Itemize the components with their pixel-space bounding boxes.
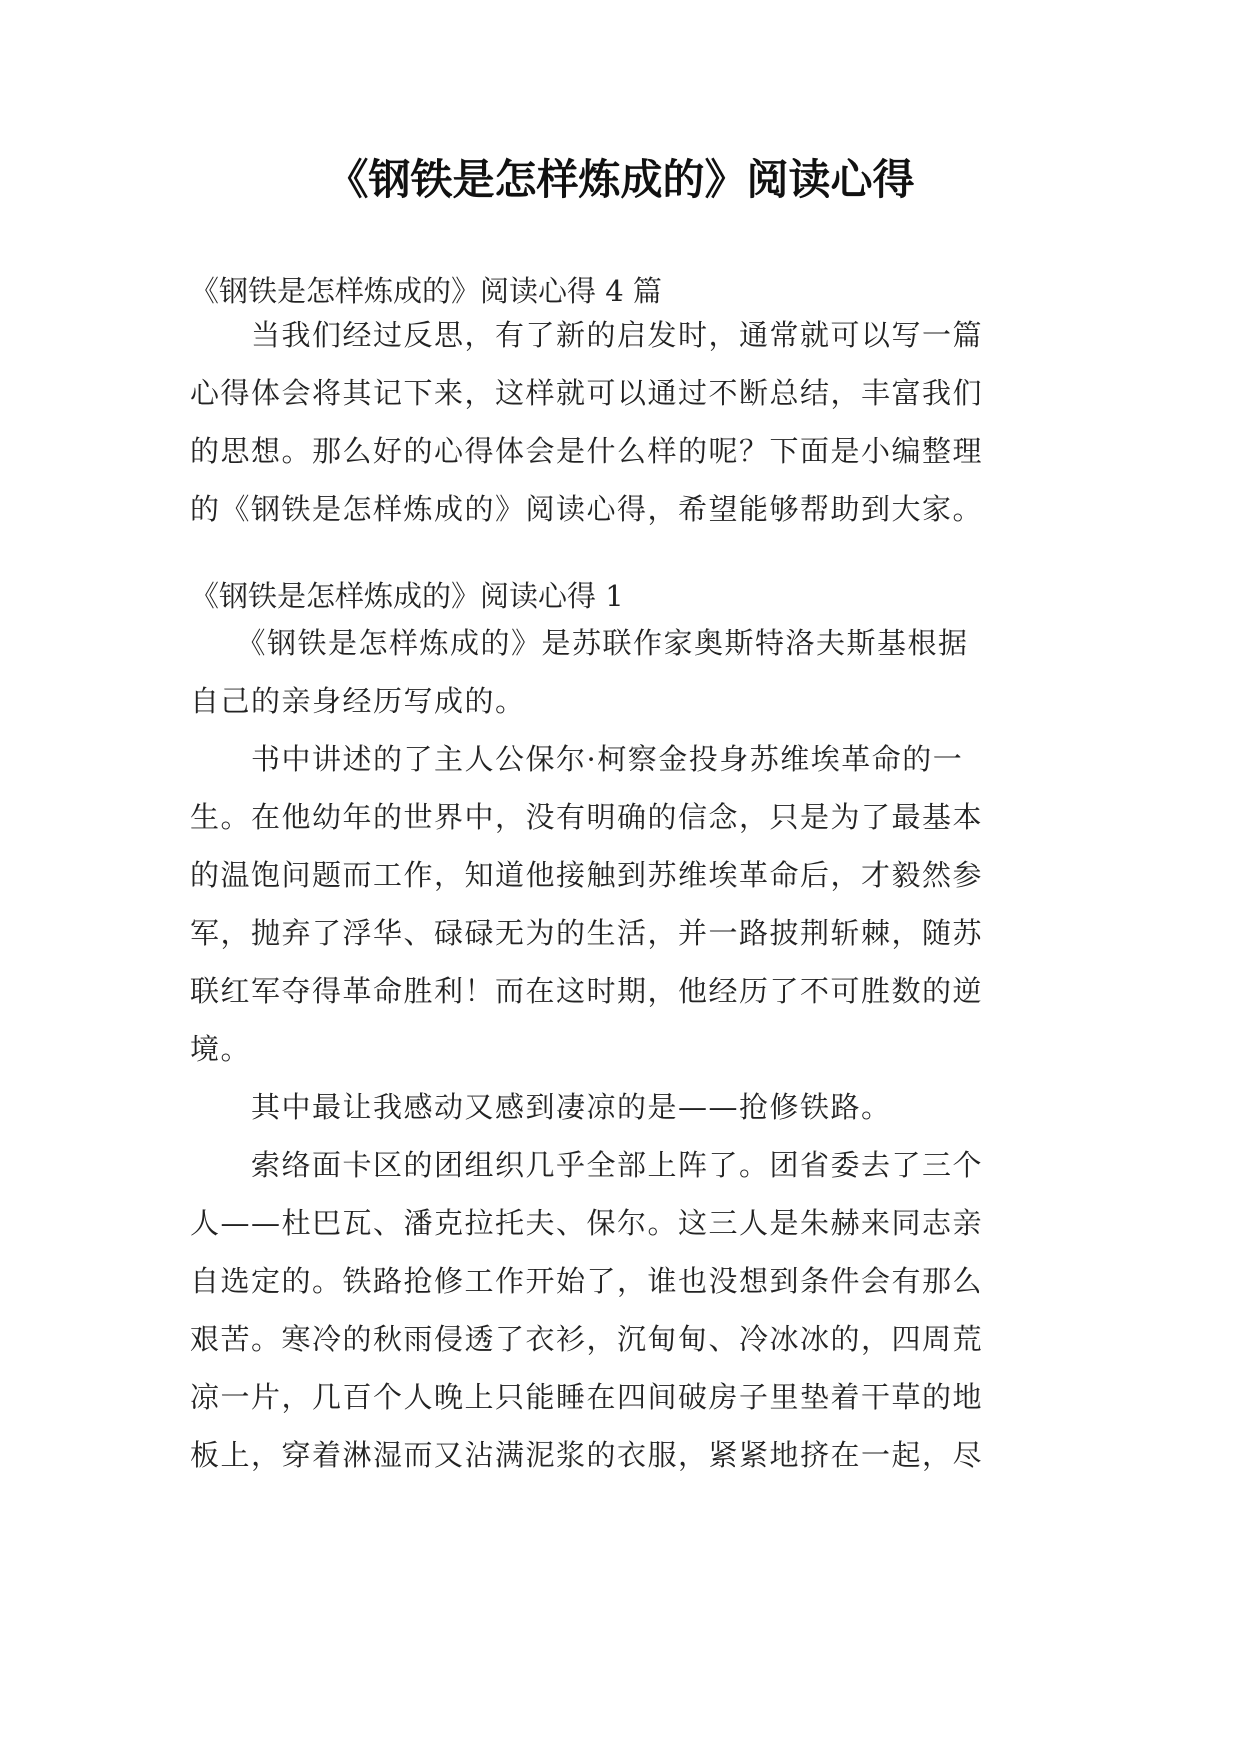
text-line: 军，抛弃了浮华、碌碌无为的生活，并一路披荆斩棘，随苏 bbox=[190, 916, 984, 950]
text-line: 的思想。那么好的心得体会是什么样的呢？下面是小编整理 bbox=[190, 434, 984, 468]
text-line: 联红军夺得革命胜利！而在这时期，他经历了不可胜数的逆 bbox=[190, 974, 984, 1008]
text-line: 其中最让我感动又感到凄凉的是——抢修铁路。 bbox=[190, 1090, 892, 1124]
text-line: 的《钢铁是怎样炼成的》阅读心得，希望能够帮助到大家。 bbox=[190, 492, 984, 526]
text-line: 索络面卡区的团组织几乎全部上阵了。团省委去了三个 bbox=[190, 1148, 984, 1182]
text-line: 书中讲述的了主人公保尔·柯察金投身苏维埃革命的一 bbox=[190, 742, 964, 776]
text-line: 境。 bbox=[190, 1032, 252, 1066]
text-line: 人——杜巴瓦、潘克拉托夫、保尔。这三人是朱赫来同志亲 bbox=[190, 1206, 984, 1240]
document-title: 《钢铁是怎样炼成的》阅读心得 bbox=[326, 155, 915, 204]
text-line: 《钢铁是怎样炼成的》阅读心得 1 bbox=[190, 579, 624, 613]
text-line: 生。在他幼年的世界中，没有明确的信念，只是为了最基本 bbox=[190, 800, 984, 834]
text-line: 《钢铁是怎样炼成的》阅读心得 4 篇 bbox=[190, 274, 662, 308]
body-paragraphs bbox=[190, 614, 1050, 1484]
text-line: 凉一片，几百个人晚上只能睡在四间破房子里垫着干草的地 bbox=[190, 1380, 984, 1414]
intro-paragraph bbox=[190, 306, 1050, 538]
text-line: 自己的亲身经历写成的。 bbox=[190, 684, 526, 718]
text-line: 自选定的。铁路抢修工作开始了，谁也没想到条件会有那么 bbox=[190, 1264, 984, 1298]
text-line: 板上，穿着淋湿而又沾满泥浆的衣服，紧紧地挤在一起，尽 bbox=[190, 1438, 984, 1472]
text-line: 当我们经过反思，有了新的启发时，通常就可以写一篇 bbox=[190, 318, 984, 352]
text-line: 艰苦。寒冷的秋雨侵透了衣衫，沉甸甸、冷冰冰的，四周荒 bbox=[190, 1322, 984, 1356]
text-line: 的温饱问题而工作，知道他接触到苏维埃革命后，才毅然参 bbox=[190, 858, 984, 892]
text-line: 《钢铁是怎样炼成的》是苏联作家奥斯特洛夫斯基根据 bbox=[190, 626, 969, 660]
text-line: 心得体会将其记下来，这样就可以通过不断总结，丰富我们 bbox=[190, 376, 984, 410]
